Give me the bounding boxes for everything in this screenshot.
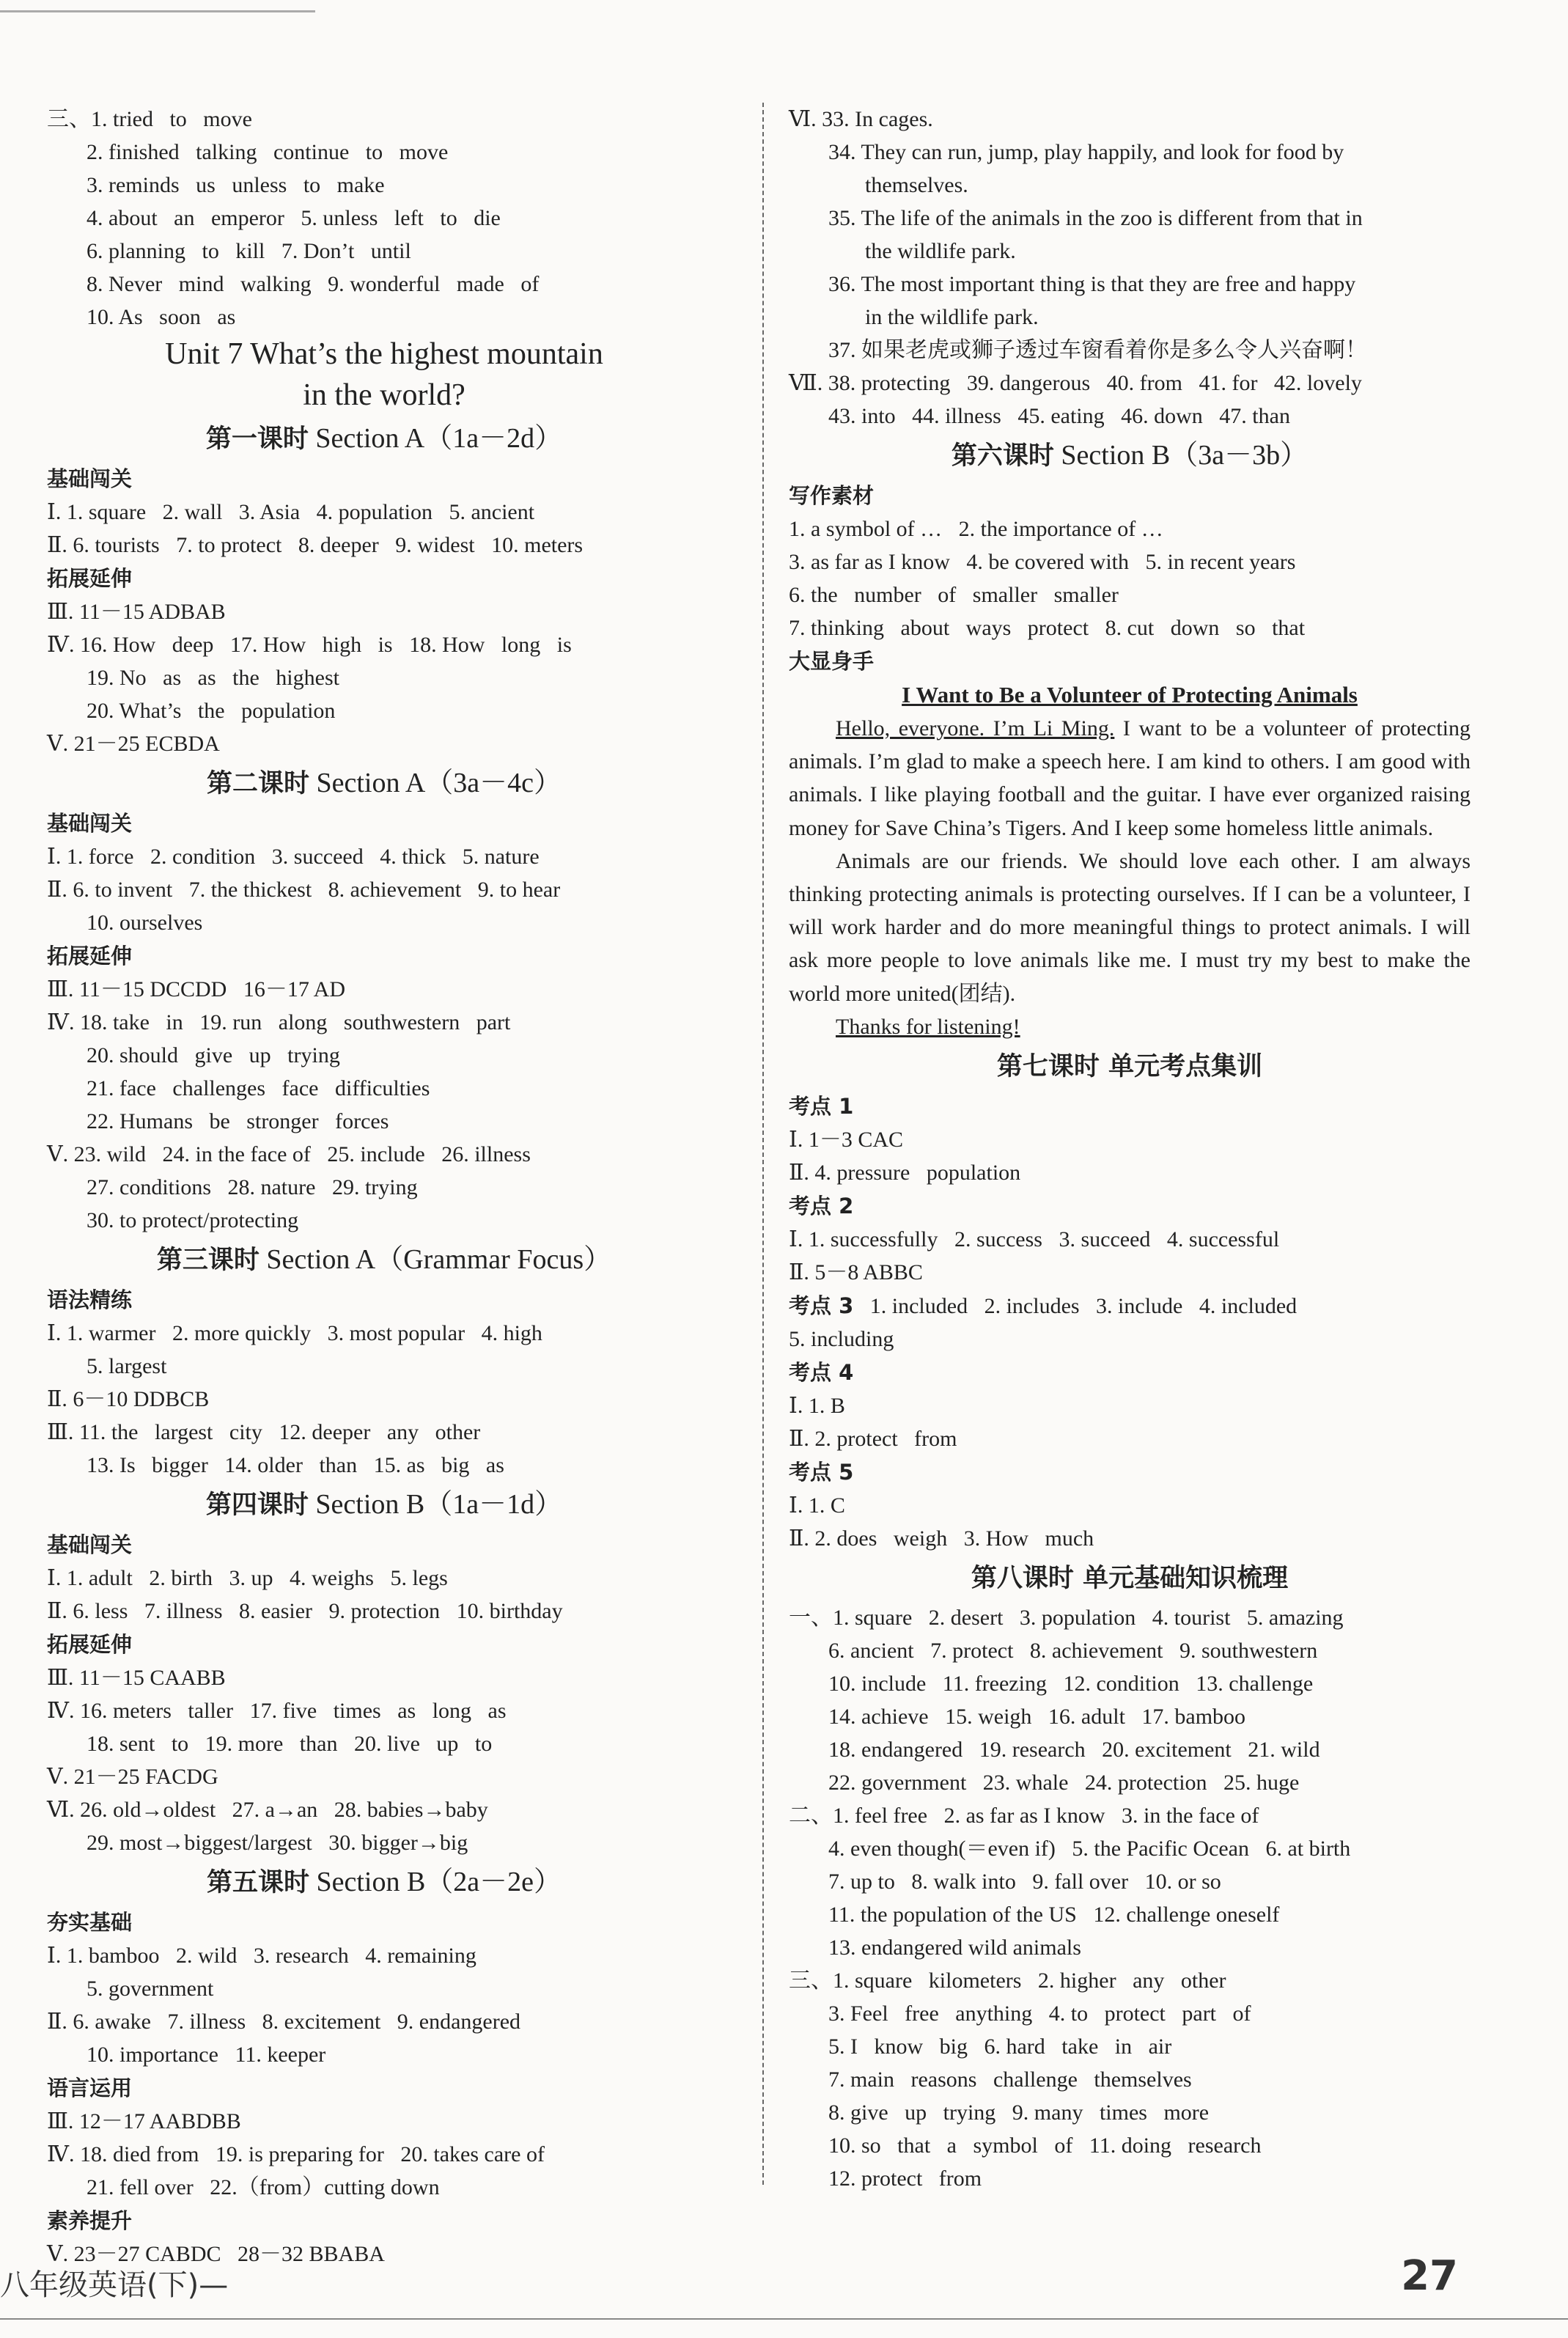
category-heading <box>47 1905 721 1939</box>
answer-line <box>789 2162 1471 2195</box>
answer-line <box>47 301 721 334</box>
line-text: 20. should give up trying <box>87 1043 340 1067</box>
line-text: 夯实基础 <box>47 1910 133 1935</box>
line-text: Ⅴ. 23－27 CABDC 28－32 BBABA <box>47 2242 385 2266</box>
line-text: 基础闯关 <box>47 811 133 836</box>
line-text: Ⅱ. 6. to invent 7. the thickest 8. achievement 9. to hear <box>47 878 561 902</box>
line-text: 18. endangered 19. research 20. excitement 21. wild <box>828 1737 1320 1762</box>
line-text: Ⅵ. 33. In cages. <box>789 107 933 131</box>
answer-line <box>789 1123 1471 1156</box>
answer-line <box>47 661 721 694</box>
essay-paragraph <box>789 845 1471 1010</box>
line-text: 19. No as as the highest <box>87 666 339 690</box>
line-text: 拓展延伸 <box>47 944 133 968</box>
answer-line <box>789 1667 1471 1700</box>
line-text: Ⅳ. 18. take in 19. run along southwestern part <box>47 1010 511 1034</box>
answer-line <box>47 1006 721 1039</box>
category-heading <box>789 1089 1471 1123</box>
line-text: Ⅱ. 2. protect from <box>789 1426 957 1451</box>
line-text: Ⅱ. 6－10 DDBCB <box>47 1387 210 1411</box>
lesson-label: 第七课时 单元考点集训 <box>996 1051 1263 1081</box>
category-heading <box>47 1528 721 1562</box>
section-range: Section A（1a－2d） <box>315 423 563 454</box>
line-text: Ⅱ. 2. does weigh 3. How much <box>789 1526 1094 1551</box>
line-text: 大显身手 <box>789 649 875 674</box>
line-text: Ⅲ. 11－15 CAABB <box>47 1666 226 1690</box>
line-text: 21. fell over 22.（from）cutting down <box>87 2175 440 2199</box>
line-text: Ⅰ. 1. bamboo 2. wild 3. research 4. remaining <box>47 1944 476 1968</box>
answer-line <box>789 1489 1471 1522</box>
line-text: themselves. <box>865 173 968 197</box>
line-text: Ⅰ. 1. B <box>789 1393 845 1418</box>
answer-line <box>47 1171 721 1204</box>
line-text: 10. so that a symbol of 11. doing research <box>828 2133 1262 2158</box>
answer-line <box>47 873 721 906</box>
answer-line <box>47 1449 721 1482</box>
answer-line <box>789 235 1471 268</box>
answer-line <box>789 1931 1471 1964</box>
line-text: Ⅲ. 11－15 ADBAB <box>47 600 226 624</box>
answer-line <box>789 512 1471 545</box>
essay-paragraph <box>789 712 1471 845</box>
line-text: Ⅰ. 1－3 CAC <box>789 1127 904 1152</box>
answer-line <box>47 103 721 136</box>
line-text: the wildlife park. <box>865 239 1016 263</box>
answer-line <box>789 103 1471 136</box>
answer-line <box>789 1832 1471 1865</box>
footer-label: 八年级英语(下)— <box>0 2268 229 2302</box>
answer-line <box>789 1898 1471 1931</box>
line-text: Ⅱ. 5－8 ABBC <box>789 1260 923 1284</box>
answer-line <box>47 268 721 301</box>
answer-line <box>47 202 721 235</box>
unit-title <box>47 334 721 375</box>
line-text: Ⅲ. 12－17 AABDBB <box>47 2109 241 2133</box>
line-text: Ⅲ. 11－15 DCCDD 16－17 AD <box>47 977 346 1001</box>
page-number: 27 <box>1401 2252 1458 2300</box>
line-text: Ⅲ. 11. the largest city 12. deeper any other <box>47 1420 481 1444</box>
line-text: Ⅰ. 1. adult 2. birth 3. up 4. weighs 5. legs <box>47 1566 448 1590</box>
answer-line <box>47 1939 721 1972</box>
answer-line <box>789 1799 1471 1832</box>
answer-line <box>47 727 721 760</box>
answer-line <box>47 235 721 268</box>
line-text: in the wildlife park. <box>865 305 1039 329</box>
line-text: 27. conditions 28. nature 29. trying <box>87 1175 418 1199</box>
line-text: 1. a symbol of … 2. the importance of … <box>789 517 1163 541</box>
line-text: 14. achieve 15. weigh 16. adult 17. bamboo <box>828 1704 1246 1729</box>
answer-line <box>47 2105 721 2138</box>
answer-line <box>789 1223 1471 1256</box>
section-heading <box>789 433 1471 479</box>
answer-line <box>789 545 1471 578</box>
answer-line <box>47 1793 721 1826</box>
answer-line <box>789 367 1471 400</box>
line-text: Ⅶ. 38. protecting 39. dangerous 40. from 41. for 42. lovely <box>789 371 1362 395</box>
answer-line <box>47 1416 721 1449</box>
answer-line <box>47 1826 721 1859</box>
answer-line <box>789 169 1471 202</box>
answer-line <box>47 1350 721 1383</box>
line-text: 3. as far as I know 4. be covered with 5. in recent years <box>789 550 1296 574</box>
line-text: 34. They can run, jump, play happily, and look for food by <box>828 140 1344 164</box>
line-text: 三、1. tried to move <box>47 107 252 131</box>
answer-line <box>789 1997 1471 2030</box>
line-text: I Want to Be a Volunteer of Protecting Animals <box>902 682 1358 707</box>
line-text: Ⅰ. 1. force 2. condition 3. succeed 4. thick 5. nature <box>47 845 540 869</box>
answer-line <box>47 1694 721 1727</box>
line-text: 一、1. square 2. desert 3. population 4. tourist 5. amazing <box>789 1605 1344 1630</box>
answer-line <box>47 1383 721 1416</box>
lesson-label: 第五课时 <box>206 1868 309 1897</box>
section-heading <box>789 1043 1471 1089</box>
line-text: Ⅱ. 6. tourists 7. to protect 8. deeper 9. widest 10. meters <box>47 533 584 557</box>
line-text: Ⅰ. 1. square 2. wall 3. Asia 4. population 5. ancient <box>47 500 535 524</box>
line-text: 4. about an emperor 5. unless left to die <box>87 206 501 230</box>
line-text: 21. face challenges face difficulties <box>87 1076 430 1100</box>
line-text: 5. I know big 6. hard take in air <box>828 2034 1172 2059</box>
answer-line <box>789 1422 1471 1455</box>
category-heading <box>47 2071 721 2105</box>
category-heading <box>789 1455 1471 1489</box>
line-text: Ⅰ. 1. C <box>789 1493 845 1518</box>
line-text: 拓展延伸 <box>47 1632 133 1657</box>
line-text: 考点 5 <box>789 1459 854 1485</box>
line-text: Ⅰ. 1. warmer 2. more quickly 3. most popular 4. high <box>47 1321 542 1345</box>
line-text: 6. the number of smaller smaller <box>789 583 1119 607</box>
top-rule <box>0 10 315 12</box>
line-text: 12. protect from <box>828 2166 982 2191</box>
answer-line <box>789 1522 1471 1555</box>
line-text: 素养提升 <box>47 2208 133 2233</box>
lesson-label: 第八课时 单元基础知识梳理 <box>971 1563 1289 1593</box>
section-range: Section A（Grammar Focus） <box>266 1244 612 1275</box>
line-text: 20. What’s the population <box>87 699 336 723</box>
answer-line <box>789 611 1471 644</box>
category-heading <box>47 1628 721 1661</box>
line-text: 37. 如果老虎或狮子透过车窗看着你是多么令人兴奋啊！ <box>828 338 1367 362</box>
lesson-label: 第一课时 <box>205 424 309 454</box>
lesson-label: 第三课时 <box>156 1246 260 1275</box>
line-text: Ⅱ. 6. less 7. illness 8. easier 9. protection 10. birthday <box>47 1599 563 1623</box>
answer-line <box>47 1072 721 1105</box>
line-text: 8. Never mind walking 9. wonderful made of <box>87 272 540 296</box>
line-text: 22. Humans be stronger forces <box>87 1109 389 1133</box>
line-text: 5. government <box>87 1977 214 2001</box>
lesson-label: 第二课时 <box>206 769 309 798</box>
answer-line <box>47 1727 721 1760</box>
category-heading <box>47 562 721 595</box>
answer-line <box>789 136 1471 169</box>
answer-line <box>789 1156 1471 1189</box>
line-text: Ⅳ. 18. died from 19. is preparing for 20. takes care of <box>47 2142 545 2166</box>
essay-closing <box>789 1010 1471 1043</box>
answer-line <box>47 628 721 661</box>
category-heading <box>789 644 1471 678</box>
answer-line <box>789 1700 1471 1733</box>
line-text: I want to be a volunteer of protecting animals. I’m glad to make a speech here. I am kind to others. I am good with animals. I like playing football and the guitar. I have ever organized raising money for Save China’s Tigers. And I keep some homeless little animals. <box>789 716 1471 840</box>
underlined-text: Thanks for listening! <box>836 1014 1020 1039</box>
line-text: 6. planning to kill 7. Don’t until <box>87 239 411 263</box>
line-text: 7. up to 8. walk into 9. fall over 10. or so <box>828 1869 1221 1894</box>
line-text: 3. reminds us unless to make <box>87 173 385 197</box>
category-heading <box>47 2204 721 2238</box>
answer-line <box>789 202 1471 235</box>
section-range: Section A（3a－4c） <box>316 768 562 798</box>
column-divider <box>762 103 764 2185</box>
line-text: Ⅴ. 23. wild 24. in the face of 25. include 26. illness <box>47 1142 531 1166</box>
line-text: 三、1. square kilometers 2. higher any other <box>789 1968 1226 1993</box>
unit-title <box>47 375 721 416</box>
answer-line <box>789 334 1471 367</box>
line-text: 6. ancient 7. protect 8. achievement 9. southwestern <box>828 1638 1318 1663</box>
section-range: Section B（2a－2e） <box>316 1867 562 1897</box>
line-text: in the world? <box>303 378 465 412</box>
line-text: Ⅳ. 16. meters taller 17. five times as long as <box>47 1699 507 1723</box>
line-text: 7. thinking about ways protect 8. cut down so that <box>789 616 1306 640</box>
section-range: Section B（3a－3b） <box>1061 440 1308 471</box>
line-text: 语言运用 <box>47 2076 133 2100</box>
right-column <box>789 103 1471 2195</box>
line-text: Ⅱ. 6. awake 7. illness 8. excitement 9. endangered <box>47 2010 521 2034</box>
line-text: 1. included 2. includes 3. include 4. included <box>853 1293 1298 1318</box>
line-text: 语法精练 <box>47 1287 133 1312</box>
answer-line <box>789 1634 1471 1667</box>
line-text: 4. even though(＝even if) 5. the Pacific Ocean 6. at birth <box>828 1836 1351 1861</box>
answer-line <box>47 2005 721 2038</box>
answer-line <box>789 400 1471 433</box>
line-text: 考点 4 <box>789 1359 854 1385</box>
line-text: 5. largest <box>87 1354 167 1378</box>
line-text: 5. including <box>789 1326 894 1351</box>
answer-line <box>47 973 721 1006</box>
left-column <box>47 103 721 2271</box>
category-heading <box>47 806 721 840</box>
answer-line <box>789 2030 1471 2063</box>
category-heading <box>789 1189 1471 1223</box>
line-text: Ⅵ. 26. old→oldest 27. a→an 28. babies→baby <box>47 1798 488 1822</box>
answer-line <box>47 496 721 529</box>
underlined-text: Hello, everyone. I’m Li Ming. <box>836 716 1115 740</box>
answer-line <box>47 2038 721 2071</box>
line-text: 43. into 44. illness 45. eating 46. down 47. than <box>828 404 1290 428</box>
answer-line <box>47 1317 721 1350</box>
answer-line <box>47 2138 721 2171</box>
answer-line <box>47 169 721 202</box>
bottom-rule <box>0 2318 1568 2320</box>
section-range: Section B（1a－1d） <box>315 1489 563 1520</box>
line-text: Ⅴ. 21－25 ECBDA <box>47 732 220 756</box>
line-text: 10. importance 11. keeper <box>87 2043 326 2067</box>
line-text: 10. include 11. freezing 12. condition 13. challenge <box>828 1671 1314 1696</box>
line-text: 写作素材 <box>789 483 875 508</box>
category-heading <box>789 1356 1471 1389</box>
answer-line <box>789 1256 1471 1289</box>
answer-line <box>789 1389 1471 1422</box>
section-heading <box>47 760 721 806</box>
line-text: Animals are our friends. We should love each other. I am always thinking protecting animals is protecting ourselves. If I can be a volunteer, I will work harder and do more meaningful things to protect animals. I will ask more people to love animals like me. I must try my best to make the world more united(团结). <box>789 848 1471 1006</box>
line-text: 13. Is bigger 14. older than 15. as big as <box>87 1453 504 1477</box>
answer-line <box>47 1661 721 1694</box>
line-text: 36. The most important thing is that they are free and happy <box>828 272 1356 296</box>
answer-line <box>47 694 721 727</box>
answer-line <box>789 578 1471 611</box>
answer-line <box>789 1766 1471 1799</box>
line-text: 考点 1 <box>789 1093 854 1119</box>
answer-line <box>789 2129 1471 2162</box>
category-heading <box>47 1283 721 1317</box>
line-text: 8. give up trying 9. many times more <box>828 2100 1210 2125</box>
answer-line <box>47 840 721 873</box>
line-text: Ⅰ. 1. successfully 2. success 3. succeed 4. successful <box>789 1227 1280 1251</box>
line-text: 10. ourselves <box>87 911 203 935</box>
answer-line <box>789 1601 1471 1634</box>
line-text: 22. government 23. whale 24. protection 25. huge <box>828 1770 1300 1795</box>
answer-line <box>47 1039 721 1072</box>
line-text: Ⅱ. 4. pressure population <box>789 1160 1021 1185</box>
section-heading <box>47 1237 721 1283</box>
line-text: 基础闯关 <box>47 466 133 491</box>
answer-line <box>47 906 721 939</box>
answer-line <box>47 1760 721 1793</box>
line-text: 二、1. feel free 2. as far as I know 3. in the face of <box>789 1803 1259 1828</box>
lesson-label: 第六课时 <box>951 441 1054 471</box>
section-heading <box>47 1482 721 1528</box>
answer-line <box>789 1964 1471 1997</box>
answer-line <box>47 529 721 562</box>
answer-line <box>789 1733 1471 1766</box>
line-text: 30. to protect/protecting <box>87 1208 299 1232</box>
line-text: Ⅳ. 16. How deep 17. How high is 18. How long is <box>47 633 572 657</box>
answer-line <box>789 268 1471 301</box>
answer-line <box>47 1138 721 1171</box>
answer-line <box>47 595 721 628</box>
line-text: 10. As soon as <box>87 305 236 329</box>
line-text: Unit 7 What’s the highest mountain <box>165 337 603 371</box>
line-text: 13. endangered wild animals <box>828 1935 1081 1960</box>
line-text: 2. finished talking continue to move <box>87 140 449 164</box>
section-heading <box>789 1555 1471 1601</box>
line-text: 拓展延伸 <box>47 566 133 591</box>
line-text: 7. main reasons challenge themselves <box>828 2067 1192 2092</box>
answer-line <box>789 1865 1471 1898</box>
line-text: 考点 2 <box>789 1193 854 1218</box>
answer-line <box>789 1289 1471 1323</box>
category-heading <box>47 462 721 496</box>
point-label: 考点 3 <box>789 1293 854 1318</box>
line-text: 35. The life of the animals in the zoo is different from that in <box>828 206 1363 230</box>
answer-line <box>789 301 1471 334</box>
section-heading <box>47 1859 721 1905</box>
lesson-label: 第四课时 <box>205 1490 309 1520</box>
line-text: 11. the population of the US 12. challenge oneself <box>828 1902 1280 1927</box>
answer-line <box>47 1204 721 1237</box>
section-heading <box>47 416 721 462</box>
line-text: 3. Feel free anything 4. to protect part of <box>828 2001 1251 2026</box>
answer-line <box>47 1562 721 1595</box>
line-text: 基础闯关 <box>47 1532 133 1557</box>
answer-line <box>47 1595 721 1628</box>
answer-line <box>789 1323 1471 1356</box>
answer-line <box>47 1972 721 2005</box>
answer-line <box>47 2171 721 2204</box>
essay-title <box>789 678 1471 712</box>
category-heading <box>789 479 1471 512</box>
category-heading <box>47 939 721 973</box>
answer-line <box>47 1105 721 1138</box>
line-text: 29. most→biggest/largest 30. bigger→big <box>87 1831 468 1855</box>
line-text: Ⅴ. 21－25 FACDG <box>47 1765 218 1789</box>
answer-line <box>789 2063 1471 2096</box>
answer-line <box>789 2096 1471 2129</box>
line-text: 18. sent to 19. more than 20. live up to <box>87 1732 493 1756</box>
answer-line <box>47 136 721 169</box>
